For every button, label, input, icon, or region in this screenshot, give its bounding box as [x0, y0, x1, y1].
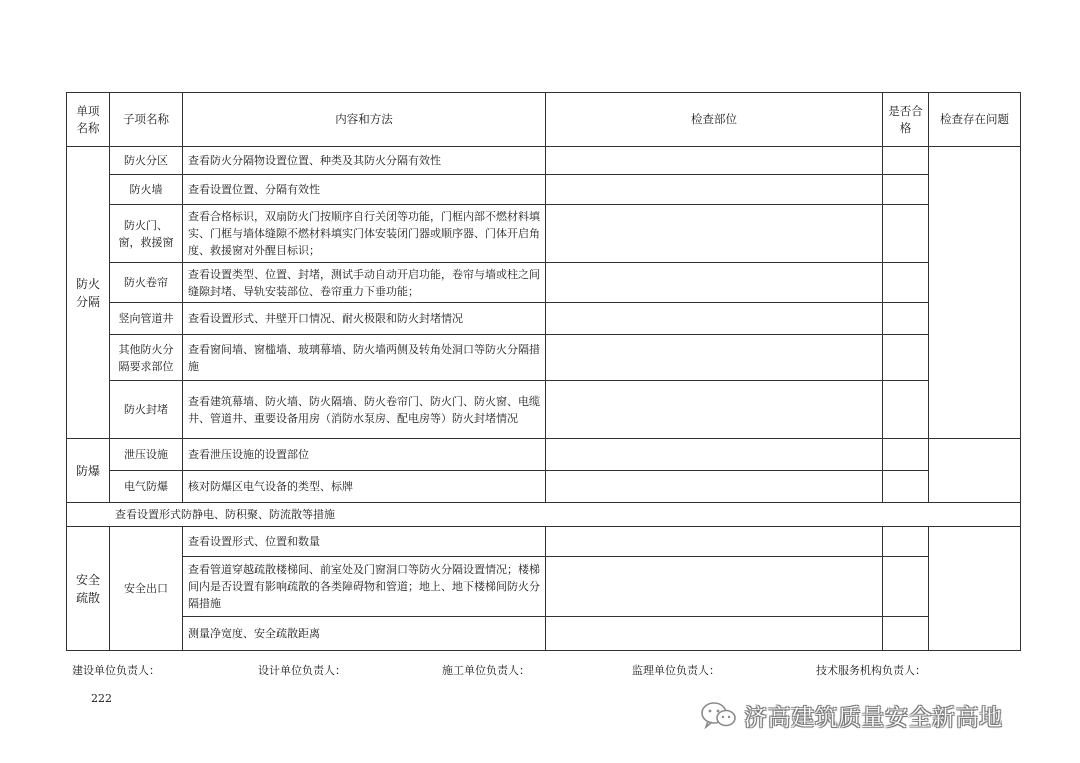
subitem-cell: 防火封堵	[110, 381, 183, 439]
location-cell[interactable]	[546, 175, 883, 205]
inspection-table	[66, 92, 1021, 651]
issues-cell[interactable]	[929, 527, 1021, 651]
subitem-cell: 防火墙	[110, 175, 183, 205]
header-row	[67, 93, 1021, 147]
table-row	[67, 439, 1021, 471]
category-cell: 安全疏散	[67, 527, 110, 651]
pass-cell[interactable]	[883, 263, 929, 303]
method-cell: 查看设置形式、位置和数量	[183, 527, 546, 557]
category-cell: 防火分隔	[67, 147, 110, 439]
signature-line	[72, 662, 972, 680]
subitem-cell: 防火门、窗，救援窗	[110, 205, 183, 263]
table-row	[67, 617, 1021, 651]
header-method: 内容和方法	[183, 93, 546, 147]
pass-cell[interactable]	[883, 557, 929, 617]
signature-supervision-unit: 监理单位负责人：	[632, 664, 720, 677]
subitem-cell: 防火卷帘	[110, 263, 183, 303]
subitem-cell: 电气防爆	[110, 471, 183, 503]
location-cell[interactable]	[546, 381, 883, 439]
method-cell: 查看泄压设施的设置部位	[183, 439, 546, 471]
method-cell: 查看设置形式、井壁开口情况、耐火极限和防火封堵情况	[183, 303, 546, 335]
location-cell[interactable]	[546, 617, 883, 651]
inspection-form	[66, 92, 1020, 651]
table-row	[67, 381, 1021, 439]
location-cell[interactable]	[546, 527, 883, 557]
pass-cell[interactable]	[883, 439, 929, 471]
location-cell[interactable]	[546, 205, 883, 263]
location-cell[interactable]	[546, 335, 883, 381]
table-row	[67, 175, 1021, 205]
table-row	[67, 471, 1021, 503]
location-cell[interactable]	[546, 263, 883, 303]
location-cell[interactable]	[546, 439, 883, 471]
merged-method-row: 查看设置形式防静电、防积聚、防流散等措施	[67, 503, 1021, 527]
table-row	[67, 303, 1021, 335]
pass-cell[interactable]	[883, 617, 929, 651]
pass-cell[interactable]	[883, 381, 929, 439]
location-cell[interactable]	[546, 303, 883, 335]
method-cell: 查看窗间墙、窗槛墙、玻璃幕墙、防火墙两侧及转角处洞口等防火分隔措施	[183, 335, 546, 381]
pass-cell[interactable]	[883, 527, 929, 557]
table-row	[67, 557, 1021, 617]
method-cell: 查看管道穿越疏散楼梯间、前室处及门窗洞口等防火分隔设置情况；楼梯间内是否设置有影响疏散的各类障碍物和管道；地上、地下楼梯间防火分隔措施	[183, 557, 546, 617]
pass-cell[interactable]	[883, 205, 929, 263]
method-cell: 测量净宽度、安全疏散距离	[183, 617, 546, 651]
method-cell: 核对防爆区电气设备的类型、标牌	[183, 471, 546, 503]
issues-cell[interactable]	[929, 439, 1021, 503]
table-row	[67, 527, 1021, 557]
location-cell[interactable]	[546, 147, 883, 175]
page-number: 222	[91, 692, 112, 705]
header-location: 检查部位	[546, 93, 883, 147]
table-row	[67, 335, 1021, 381]
pass-cell[interactable]	[883, 147, 929, 175]
table-row	[67, 263, 1021, 303]
method-cell: 查看设置类型、位置、封堵，测试手动自动开启功能，卷帘与墙或柱之间缝隙封堵、导轨安装部位、卷帘重力下垂功能；	[183, 263, 546, 303]
location-cell[interactable]	[546, 471, 883, 503]
subitem-cell: 泄压设施	[110, 439, 183, 471]
wechat-icon	[700, 701, 738, 729]
subitem-cell: 其他防火分隔要求部位	[110, 335, 183, 381]
pass-cell[interactable]	[883, 175, 929, 205]
signature-design-unit: 设计单位负责人：	[258, 664, 346, 677]
watermark-text: 济高建筑质量安全新高地	[744, 704, 1003, 731]
table-row	[67, 147, 1021, 175]
signature-tech-service: 技术服务机构负责人：	[816, 664, 926, 677]
header-subitem: 子项名称	[110, 93, 183, 147]
header-pass: 是否合格	[883, 93, 929, 147]
pass-cell[interactable]	[883, 335, 929, 381]
method-cell: 查看设置位置、分隔有效性	[183, 175, 546, 205]
signature-construction-unit: 建设单位负责人：	[72, 664, 160, 677]
pass-cell[interactable]	[883, 303, 929, 335]
issues-cell[interactable]	[929, 147, 1021, 439]
method-cell: 查看建筑幕墙、防火墙、防火隔墙、防火卷帘门、防火门、防火窗、电缆井、管道井、重要设备用房（消防水泵房、配电房等）防火封堵情况	[183, 381, 546, 439]
signature-builder-unit: 施工单位负责人：	[442, 664, 530, 677]
table-row	[67, 205, 1021, 263]
method-cell: 查看防火分隔物设置位置、种类及其防火分隔有效性	[183, 147, 546, 175]
watermark	[700, 699, 1003, 731]
pass-cell[interactable]	[883, 471, 929, 503]
subitem-cell: 竖向管道井	[110, 303, 183, 335]
subitem-cell: 安全出口	[110, 527, 183, 651]
header-issues: 检查存在问题	[929, 93, 1021, 147]
header-category: 单项名称	[67, 93, 110, 147]
subitem-cell: 防火分区	[110, 147, 183, 175]
table-row	[67, 503, 1021, 527]
category-cell: 防爆	[67, 439, 110, 503]
location-cell[interactable]	[546, 557, 883, 617]
method-cell: 查看合格标识，双扇防火门按顺序自行关闭等功能，门框内部不燃材料填实、门框与墙体缝隙不燃材料填实门体安装闭门器或顺序器、门体开启角度、救援窗对外醒目标识；	[183, 205, 546, 263]
